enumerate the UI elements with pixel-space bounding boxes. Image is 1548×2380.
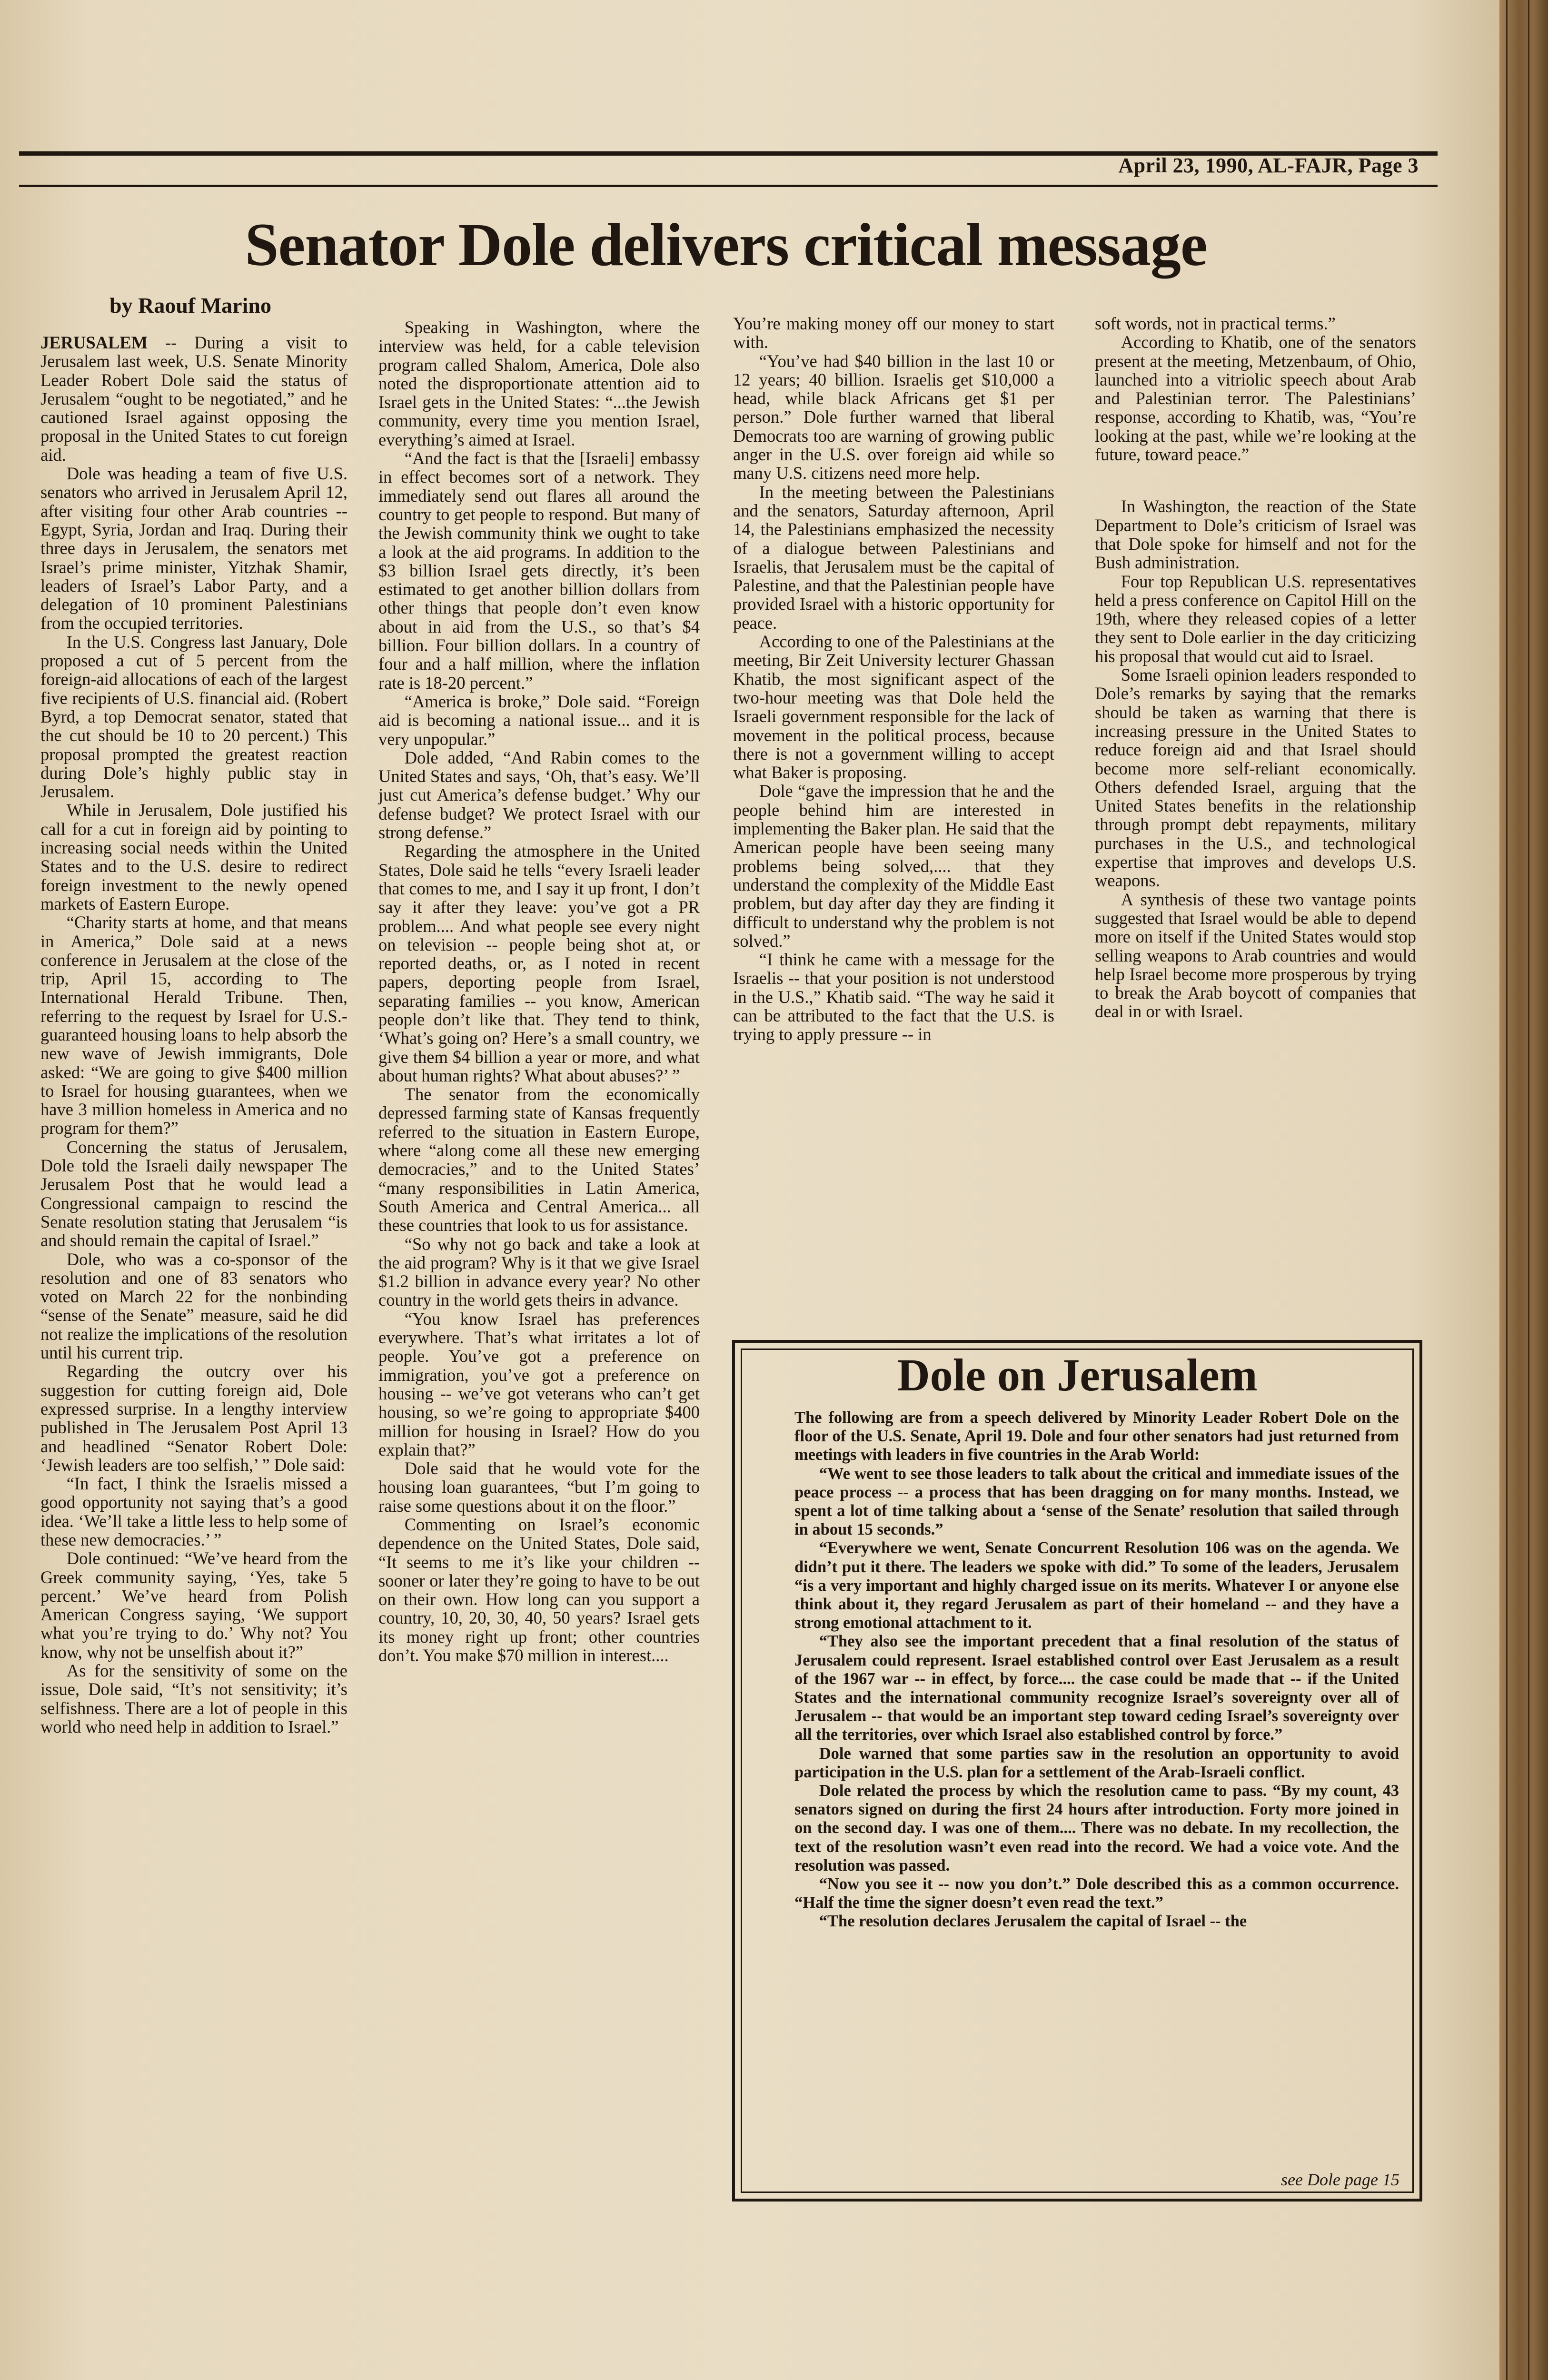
article-byline: by Raouf Marino — [109, 293, 271, 317]
article-paragraph: JERUSALEM -- During a visit to Jerusalem last week, U.S. Senate Minority Leader Robert Dole said the status of Jerusalem “ought to be negotiated,” and he cautioned Israel against opposing the proposal in the United States to cut foreign aid. — [40, 333, 347, 465]
article-paragraph: Concerning the status of Jerusalem, Dole told the Israeli daily newspaper The Jerusalem Post that he would lead a Congressional campaign to rescind the Senate resolution stating that Jerusalem “is and should remain the capital of Israel.” — [40, 1137, 347, 1250]
article-paragraph: In Washington, the reaction of the State Department to Dole’s criticism of Israel was that Dole spoke for himself and not for the Bush administration. — [1095, 496, 1416, 573]
folio-rule — [19, 185, 1438, 187]
article-paragraph: Dole added, “And Rabin comes to the United States and says, ‘Oh, that’s easy. We’ll just cut America’s defense budget.’ Why our defense budget? We protect Israel with our strong defense.” — [378, 747, 700, 843]
article-paragraph: Commenting on Israel’s economic dependence on the United States, Dole said, “It seems to me it’s like your children -- sooner or later they’re going to have to be out on their own. How long can you support a country, 10, 20, 30, 40, 50 years? Israel gets its money right up front; other countries don’t. You make $70 million in interest.... — [378, 1515, 700, 1666]
article-headline: Senator Dole delivers critical message — [245, 211, 1207, 278]
article-paragraph: Regarding the outcry over his suggestion for cutting foreign aid, Dole expressed surprise. In a lengthy interview published in The Jerusalem Post April 13 and headlined “Senator Robert Dole: ‘Jewish leaders are too selfish,’ ” Dole said: — [40, 1361, 347, 1475]
sidebar-box — [732, 1340, 1422, 2202]
article-column-2 — [378, 318, 700, 1665]
sidebar-paragraph: “They also see the important precedent that a final resolution of the status of Jerusalem could represent. Israel established control over East Jerusalem as a result of the 1967 war -- in effect, by force.... the case could be made that -- if the United States and the international community recognize Israel’s sovereignty over all of Jerusalem -- that would be an important step toward ceding Israel’s sovereignty over all the territories, over which Israel also established control by force.” — [794, 1632, 1399, 1744]
article-paragraph: While in Jerusalem, Dole justified his call for a cut in foreign aid by pointing to increasing social needs within the United States and to the U.S. desire to redirect foreign investment to the newly opened markets of Eastern Europe. — [40, 800, 347, 913]
continuation-jump: see Dole page 15 — [1281, 2170, 1399, 2189]
article-paragraph: A synthesis of these two vantage points suggested that Israel would be able to depend more on itself if the United States would stop selling weapons to Arab countries and would help Israel become more prosperous by trying to break the Arab boycott of companies that deal in or with Israel. — [1095, 889, 1416, 1021]
sidebar-title: Dole on Jerusalem — [897, 1349, 1258, 1400]
sidebar-paragraph: The following are from a speech delivered by Minority Leader Robert Dole on the floor of the U.S. Senate, April 19. Dole and four other senators had just returned from meetings with leaders in five countries in the Arab World: — [794, 1408, 1399, 1464]
sidebar-text — [794, 1408, 1399, 1931]
article-paragraph: You’re making money off our money to start with. — [733, 314, 1054, 352]
article-paragraph: According to one of the Palestinians at the meeting, Bir Zeit University lecturer Ghassan Khatib, the most significant aspect of the two-hour meeting was that Dole held the Israeli government responsible for the lack of movement in the political process, because there is not a government willing to accept what Baker is proposing. — [733, 632, 1054, 783]
article-paragraph: “In fact, I think the Israelis missed a good opportunity not saying that’s a good idea. ‘We’ll take a little less to help some of these new democracies.’ ” — [40, 1474, 347, 1549]
article-paragraph: “Charity starts at home, and that means in America,” Dole said at a news conference in Jerusalem at the close of the trip, April 15, according to The International Herald Tribune. Then, referring to the request by Israel for U.S.-guaranteed housing loans to help absorb the new wave of Jewish immigrants, Dole asked: “We are going to give $400 million to Israel for housing guarantees, when we have 3 million homeless in America and no program for them?” — [40, 912, 347, 1138]
article-paragraph: Speaking in Washington, where the interview was held, for a cable television program called Shalom, America, Dole also noted the disproportionate attention aid to Israel gets in the United States: “...the Jewish community, every time you mention Israel, everything’s aimed at Israel. — [378, 317, 700, 449]
article-paragraph: Dole was heading a team of five U.S. senators who arrived in Jerusalem April 12, after visiting four other Arab countries -- Egypt, Syria, Jordan and Iraq. During their three days in Jerusalem, the senators met Israel’s prime minister, Yitzhak Shamir, leaders of Israel’s Labor Party, and a delegation of 10 prominent Palestinians from the occupied territories. — [40, 464, 347, 633]
article-paragraph: Dole, who was a co-sponsor of the resolution and one of 83 senators who voted on March 22 for the nonbinding “sense of the Senate” measure, said he did not realize the implications of the resolution until his current trip. — [40, 1249, 347, 1363]
article-paragraph: Dole “gave the impression that he and the people behind him are interested in implementing the Baker plan. He said that the American people have been seeing many problems being solved,.... that they understand the complexity of the Middle East problem, but day after day they are finding it difficult to understand why the problem is not solved.” — [733, 781, 1054, 951]
sidebar-paragraph: Dole warned that some parties saw in the resolution an opportunity to avoid participation in the U.S. plan for a settlement of the Arab-Israeli conflict. — [794, 1744, 1399, 1781]
article-paragraph: Some Israeli opinion leaders responded to Dole’s remarks by saying that the remarks should be taken as warning that there is increasing pressure in the United States to reduce foreign aid and that Israel should become more self-reliant economically. Others defended Israel, arguing that the United States benefits in the relationship through prompt debt repayments, military purchases in the U.S., and technological expertise that improves and develops U.S. weapons. — [1095, 665, 1416, 891]
article-paragraph: The senator from the economically depressed farming state of Kansas frequently referred to the situation in Eastern Europe, where “along come all these new emerging democracies,” and to the United States’ “many responsibilities in Latin America, South America and Central America... all these countries that look to us for assistance. — [378, 1084, 700, 1235]
article-paragraph: “And the fact is that the [Israeli] embassy in effect becomes sort of a network. They immediately send out flares all around the country to get people to respond. But many of the Jewish community think we ought to take a look at the aid programs. In addition to the $3 billion Israel gets directly, it’s been estimated to get another billion dollars from other things that people don’t even know about in aid from the U.S., so that’s $4 billion. Four billion dollars. In a country of four and a half million, where the inflation rate is 18-20 percent.” — [378, 448, 700, 693]
article-paragraph: “America is broke,” Dole said. “Foreign aid is becoming a national issue... and it is very unpopular.” — [378, 691, 700, 749]
article-paragraph: According to Khatib, one of the senators present at the meeting, Metzenbaum, of Ohio, launched into a vitriolic speech about Arab and Palestinian terror. The Palestinians’ response, according to Khatib, was, “You’re looking at the past, while we’re looking at the future, toward peace.” — [1095, 332, 1416, 465]
sidebar-paragraph: “Now you see it -- now you don’t.” Dole described this as a common occurrence. “Half the time the signer doesn’t even read the text.” — [794, 1875, 1399, 1912]
article-paragraph: Four top Republican U.S. representatives held a press conference on Capitol Hill on the 19th, where they released copies of a letter they sent to Dole earlier in the day criticizing his proposal that would cut aid to Israel. — [1095, 571, 1416, 666]
binding-stripe — [1528, 0, 1529, 2380]
sidebar-paragraph: “Everywhere we went, Senate Concurrent Resolution 106 was on the agenda. We didn’t put it there. The leaders we spoke with did.” To some of the leaders, Jerusalem “is a very important and highly charged issue on its merits. Whatever I or anyone else think about it, they regard Jerusalem as part of their homeland -- and they have a strong emotional attachment to it. — [794, 1539, 1399, 1632]
binding-stripe — [1506, 0, 1508, 2380]
article-paragraph: Dole continued: “We’ve heard from the Greek community saying, ‘Yes, take 5 percent.’ We’ve heard from Polish American Congress saying, ‘We support what you’re trying to do.’ Why not? You know, why not be unselfish about it?” — [40, 1548, 347, 1662]
article-paragraph: In the meeting between the Palestinians and the senators, Saturday afternoon, April 14, the Palestinians emphasized the necessity of a dialogue between Palestinians and Israelis, that Jerusalem must be the capital of Palestine, and that the Palestinian people have provided Israel with a historic opportunity for peace. — [733, 482, 1054, 633]
book-binding — [1499, 0, 1548, 2380]
article-paragraph: Dole said that he would vote for the housing loan guarantees, “but I’m going to raise some questions about it on the floor.” — [378, 1458, 700, 1516]
page-folio: April 23, 1990, AL-FAJR, Page 3 — [1118, 154, 1419, 177]
dateline: JERUSALEM — [40, 333, 148, 352]
article-paragraph: “You’ve had $40 billion in the last 10 or 12 years; 40 billion. Israelis get $10,000 a head, while black Africans get $1 per person.” Dole further warned that liberal Democrats too are warning of growing public anger in the U.S. over foreign aid while so many U.S. citizens need more help. — [733, 351, 1054, 483]
article-paragraph: As for the sensitivity of some on the issue, Dole said, “It’s not sensitivity; it’s selfishness. There are a lot of people in this world who need help in addition to Israel.” — [40, 1661, 347, 1736]
article-paragraph: Regarding the atmosphere in the United States, Dole said he tells “every Israeli leader that comes to me, and I say it up front, I don’t say it after they leave: you’ve got a PR problem.... And what people see every night on television -- people being shot at, or reported deaths, or, as I noted in recent papers, deporting people from Israel, separating families -- you know, American people don’t like that. They tend to think, ‘What’s going on? Here’s a small country, we give them $4 billion a year or more, and what about human rights? What about abuses?’ ” — [378, 841, 700, 1085]
article-paragraph: “So why not go back and take a look at the aid program? Why is it that we give Israel $1.2 billion in advance every year? No other country in the world gets theirs in advance. — [378, 1234, 700, 1310]
article-paragraph: In the U.S. Congress last January, Dole proposed a cut of 5 percent from the foreign-aid allocations of each of the largest five recipients of U.S. financial aid. (Robert Byrd, a top Democrat senator, stated that the cut should be 10 to 20 percent.) This proposal prompted the greatest reaction during Dole’s highly public stay in Jerusalem. — [40, 632, 347, 802]
sidebar-paragraph: Dole related the process by which the resolution came to pass. “By my count, 43 senators signed on during the first 24 hours after introduction. Forty more joined in on the second day. I was one of them.... There was no debate. In my recollection, the text of the resolution wasn’t even read into the record. We had a voice vote. And the resolution was passed. — [794, 1782, 1399, 1874]
article-paragraph: “I think he came with a message for the Israelis -- that your position is not understood in the U.S.,” Khatib said. “The way he said it can be attributed to the fact that the U.S. is trying to apply pressure -- in — [733, 950, 1054, 1044]
article-paragraph: soft words, not in practical terms.” — [1095, 314, 1336, 333]
article-column-4 — [1095, 314, 1416, 1021]
sidebar-paragraph: “The resolution declares Jerusalem the capital of Israel -- the — [819, 1912, 1247, 1931]
article-column-3 — [733, 314, 1054, 1044]
article-paragraph: “You know Israel has preferences everywhere. That’s what irritates a lot of people. You’ve got a preference on immigration, you’ve got a preference on housing -- we’ve got veterans who can’t get housing, so we’re going to appropriate $400 million for housing in Israel? How do you explain that?” — [378, 1309, 700, 1459]
article-column-1 — [40, 333, 347, 1736]
sidebar-paragraph: “We went to see those leaders to talk about the critical and immediate issues of the peace process -- a process that has been dragging on for many months. Instead, we spent a lot of time talking about a ‘sense of the Senate’ resolution that sailed through in about 15 seconds.” — [794, 1464, 1399, 1539]
